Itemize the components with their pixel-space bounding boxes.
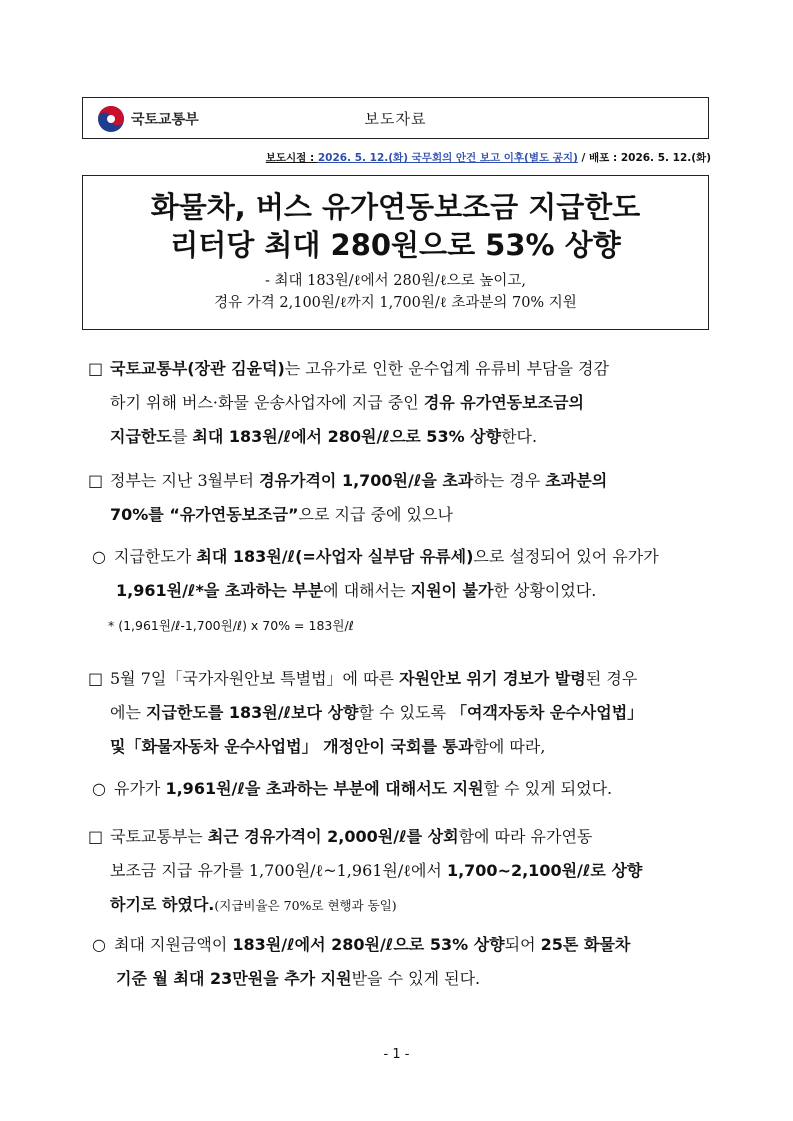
title-box bbox=[82, 175, 709, 330]
release-label: 보도시점 : bbox=[265, 152, 318, 164]
p4-cargo-act: 및「화물자동차 운수사업법」 개정안이 국회를 통과 bbox=[110, 737, 474, 756]
circle-bullet: ○ bbox=[92, 779, 106, 798]
paragraph-2 bbox=[88, 464, 715, 532]
paragraph-1 bbox=[88, 352, 715, 454]
p7-text-2: 되어 bbox=[504, 935, 541, 954]
p3-text-1: 지급한도가 bbox=[114, 547, 197, 566]
p6-text-2: 함에 따라 유가연동 bbox=[458, 827, 593, 846]
release-date: 2026. 5. 12.(화) bbox=[317, 152, 408, 164]
p6-decision: 하기로 하였다. bbox=[110, 895, 215, 914]
footnote: * (1,961원/ℓ-1,700원/ℓ) x 70% = 183원/ℓ bbox=[108, 618, 354, 633]
p7-monthly: 기준 월 최대 23만원을 추가 지원 bbox=[116, 969, 352, 988]
paragraph-5 bbox=[92, 772, 715, 806]
p3-text-4: 한 상황이었다. bbox=[493, 581, 597, 600]
p3-exceed: 1,961원/ℓ*을 초과하는 부분 bbox=[116, 581, 324, 600]
p1-text-4: 한다. bbox=[501, 427, 538, 446]
headline-line-2: 리터당 최대 280원으로 53% 상향 bbox=[170, 228, 621, 262]
p6-price: 최근 경유가격이 2,000원/ℓ를 상회 bbox=[207, 827, 459, 846]
p6-text-3: 보조금 지급 유가를 1,700원/ℓ~1,961원/ℓ에서 bbox=[110, 861, 447, 880]
document-type: 보도자료 bbox=[364, 110, 427, 128]
square-bullet: □ bbox=[88, 669, 104, 688]
p1-text-3: 를 bbox=[171, 427, 193, 446]
headline-line-1: 화물차, 버스 유가연동보조금 지급한도 bbox=[150, 190, 641, 224]
p2-price-exceed: 경유가격이 1,700원/ℓ을 초과 bbox=[259, 471, 474, 490]
p4-text-4: 할 수 있도록 bbox=[358, 703, 452, 722]
paragraph-4 bbox=[88, 662, 715, 764]
p1-increase: 최대 183원/ℓ에서 280원/ℓ으로 53% 상향 bbox=[192, 427, 502, 446]
subheadline-line-2: 경유 가격 2,100원/ℓ까지 1,700원/ℓ 초과분의 70% 지원 bbox=[214, 295, 577, 311]
p5-text-1: 유가가 bbox=[114, 779, 166, 798]
p7-truck: 25톤 화물차 bbox=[540, 935, 631, 954]
square-bullet: □ bbox=[88, 471, 104, 490]
p2-text-1: 정부는 지난 3월부터 bbox=[110, 471, 260, 490]
p1-subsidy: 경유 유가연동보조금의 bbox=[423, 393, 584, 412]
paragraph-3 bbox=[92, 540, 715, 608]
distribution-date: / 배포 : 2026. 5. 12.(화) bbox=[577, 152, 711, 164]
p2-text-2: 하는 경우 bbox=[473, 471, 546, 490]
p5-text-2: 할 수 있게 되었다. bbox=[483, 779, 613, 798]
p3-text-3: 에 대해서는 bbox=[323, 581, 411, 600]
p3-text-2: 으로 설정되어 있어 유가가 bbox=[473, 547, 659, 566]
p4-text-3: 에는 bbox=[110, 703, 146, 722]
p3-limit: 최대 183원/ℓ(=사업자 실부담 유류세) bbox=[196, 547, 474, 566]
p6-range: 1,700~2,100원/ℓ로 상향 bbox=[446, 861, 643, 880]
header-box bbox=[82, 97, 709, 139]
subheadline-line-1: - 최대 183원/ℓ에서 280원/ℓ으로 높이고, bbox=[264, 273, 527, 289]
square-bullet: □ bbox=[88, 359, 104, 378]
p4-text-2: 된 경우 bbox=[585, 669, 638, 688]
p2-text-3: 으로 지급 중에 있으나 bbox=[298, 505, 453, 524]
p7-text-1: 최대 지원금액이 bbox=[114, 935, 233, 954]
p1-text-1: 는 고유가로 인한 운수업계 유류비 부담을 경감 bbox=[284, 359, 609, 378]
square-bullet: □ bbox=[88, 827, 104, 846]
p7-text-3: 받을 수 있게 된다. bbox=[351, 969, 481, 988]
p1-ministry: 국토교통부(장관 김윤덕) bbox=[110, 359, 285, 378]
paragraph-6 bbox=[88, 820, 715, 923]
logo-text: 국토교통부 bbox=[131, 112, 199, 128]
p3-unavailable: 지원이 불가 bbox=[410, 581, 494, 600]
p7-amount: 183원/ℓ에서 280원/ℓ으로 53% 상향 bbox=[232, 935, 505, 954]
p4-text-1: 5월 7일「국가자원안보 특별법」에 따른 bbox=[110, 669, 400, 688]
p4-raise: 지급한도를 183원/ℓ보다 상향 bbox=[146, 703, 359, 722]
release-detail: 국무회의 안건 보고 이후(별도 공지) bbox=[408, 152, 578, 164]
p2-excess: 초과분의 bbox=[545, 471, 608, 490]
p6-note: (지급비율은 70%로 현행과 동일) bbox=[214, 898, 397, 913]
release-info bbox=[266, 150, 711, 165]
p2-ratio: 70%를 “유가연동보조금” bbox=[110, 505, 299, 524]
circle-bullet: ○ bbox=[92, 935, 106, 954]
p5-support: 1,961원/ℓ을 초과하는 부분에 대해서도 지원 bbox=[165, 779, 484, 798]
p1-limit: 지급한도 bbox=[110, 427, 172, 446]
p6-text-1: 국토교통부는 bbox=[110, 827, 208, 846]
p1-text-2: 하기 위해 버스·화물 운송사업자에 지급 중인 bbox=[110, 393, 424, 412]
circle-bullet: ○ bbox=[92, 547, 106, 566]
page-number: - 1 - bbox=[383, 1047, 410, 1062]
p4-passenger-act: 「여객자동차 운수사업법」 bbox=[451, 703, 644, 722]
p4-text-5: 함에 따라, bbox=[473, 737, 546, 756]
p4-alert: 자원안보 위기 경보가 발령 bbox=[399, 669, 586, 688]
paragraph-7 bbox=[92, 928, 715, 996]
